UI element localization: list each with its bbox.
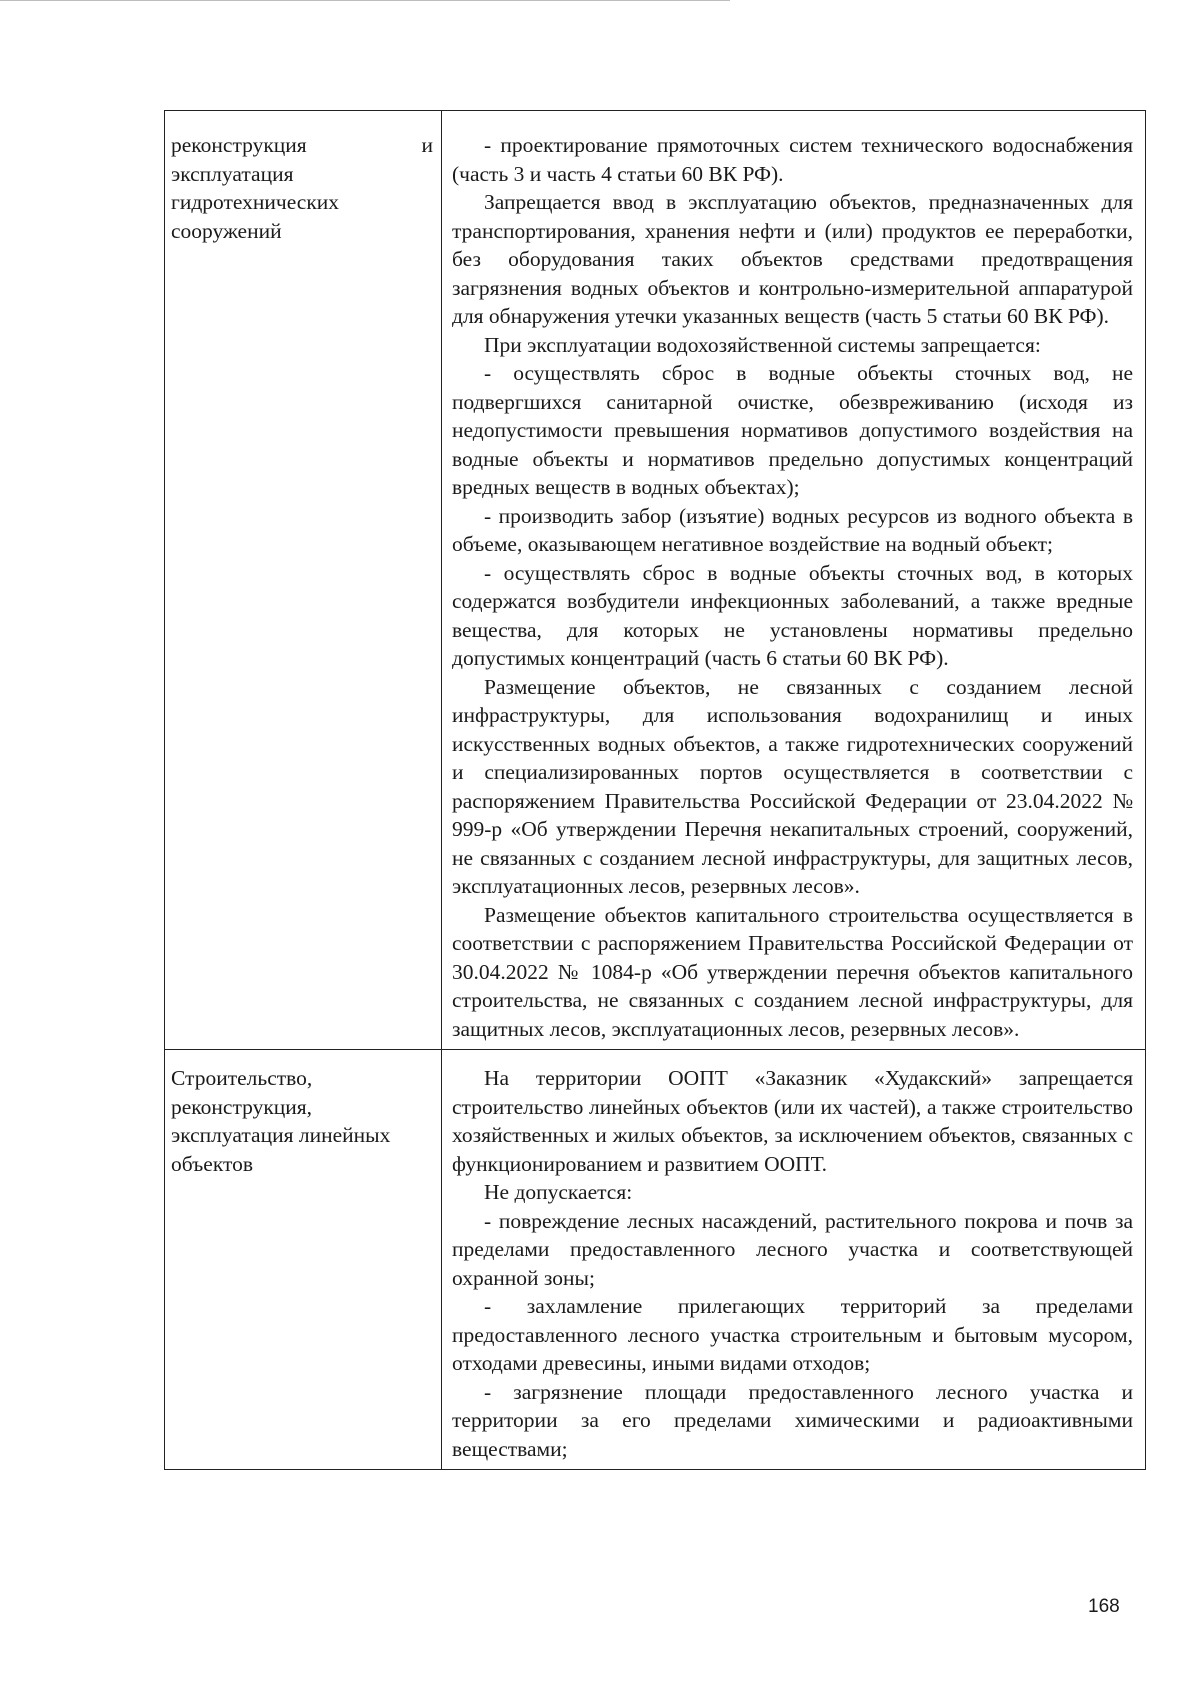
restriction-paragraph: Не допускается:: [484, 1180, 633, 1204]
restriction-paragraph: Запрещается ввод в эксплуатацию объектов, предназначенных для транспортирования, хранения нефти и (или) продуктов ее переработки, без оборудования таких объектов средствами предотвращения загрязнения водных объектов и контрольно-измерительной аппаратурой для обнаружения утечки указанных веществ (часть 5 статьи 60 ВК РФ).: [452, 190, 1133, 328]
activity-line: реконструкция,: [171, 1094, 313, 1119]
restriction-paragraph: - осуществлять сброс в водные объекты сточных вод, в которых содержатся возбудители инфекционных заболеваний, а также вредные вещества, для которых не установлены нормативы предельно допустимых концентраций (часть 6 статьи 60 ВК РФ).: [452, 560, 1133, 670]
restriction-paragraph: - производить забор (изъятие) водных ресурсов из водного объекта в объеме, оказывающем негативное воздействие на водный объект;: [452, 503, 1133, 556]
restriction-paragraph: Размещение объектов, не связанных с созданием лесной инфраструктуры, для использования водохранилищ и иных искусственных водных объектов, а также гидротехнических сооружений и специализированных портов осуществляется в соответствии с распоряжением Правительства Российской Федерации от 23.04.2022 № 999-р «Об утверждении Перечня некапитальных строений, сооружений, не связанных с созданием лесной инфраструктуры, для защитных лесов, эксплуатационных лесов, резервных лесов».: [452, 674, 1133, 898]
page-number: 168: [1088, 1596, 1120, 1617]
activity-line: реконструкция и: [171, 133, 433, 157]
restrictions-cell: [442, 1050, 1146, 1470]
restriction-paragraph: На территории ООПТ «Заказник «Худакский» запрещается строительство линейных объектов (или их частей), а также строительство хозяйственных и жилых объектов, за исключением объектов, связанных с функционированием и развитием ООПТ.: [452, 1066, 1133, 1176]
regulations-table: [164, 110, 1146, 1470]
activity-cell: [165, 111, 442, 1050]
activity-line: эксплуатация линейных: [171, 1123, 391, 1147]
table-row: [165, 1050, 1146, 1470]
restriction-paragraph: - проектирование прямоточных систем технического водоснабжения (часть 3 и часть 4 статьи 60 ВК РФ).: [452, 133, 1133, 186]
restriction-paragraph: - загрязнение площади предоставленного лесного участка и территории за его пределами химическими и радиоактивными веществами;: [452, 1379, 1133, 1461]
table-row: [165, 111, 1146, 1050]
restriction-paragraph: - повреждение лесных насаждений, растительного покрова и почв за пределами предоставленного лесного участка и соответствующей охранной зоны;: [452, 1208, 1133, 1290]
activity-line: гидротехнических: [171, 190, 340, 214]
scan-edge-line: [0, 0, 730, 1]
restriction-paragraph: При эксплуатации водохозяйственной системы запрещается:: [484, 332, 1041, 357]
restriction-paragraph: - захламление прилегающих территорий за пределами предоставленного лесного участка строительным и бытовым мусором, отходами древесины, иными видами отходов;: [452, 1294, 1133, 1375]
activity-line: эксплуатация: [171, 161, 294, 186]
activity-line: сооружений: [171, 218, 282, 243]
restriction-paragraph: - осуществлять сброс в водные объекты сточных вод, не подвергшихся санитарной очистке, обезвреживанию (исходя из недопустимости превышения нормативов допустимого воздействия на водные объекты и нормативов предельно допустимых концентраций вредных веществ в водных объектах);: [452, 361, 1133, 499]
activity-line: объектов: [171, 1151, 253, 1176]
restriction-paragraph: Размещение объектов капитального строительства осуществляется в соответствии с распоряжением Правительства Российской Федерации от 30.04.2022 № 1084-р «Об утверждении перечня объектов капитального строительства, не связанных с созданием лесной инфраструктуры, для защитных лесов, эксплуатационных лесов, резервных лесов».: [452, 902, 1133, 1041]
activity-line: Строительство,: [171, 1066, 313, 1090]
activity-cell: [165, 1050, 442, 1470]
restrictions-cell: [442, 111, 1146, 1050]
